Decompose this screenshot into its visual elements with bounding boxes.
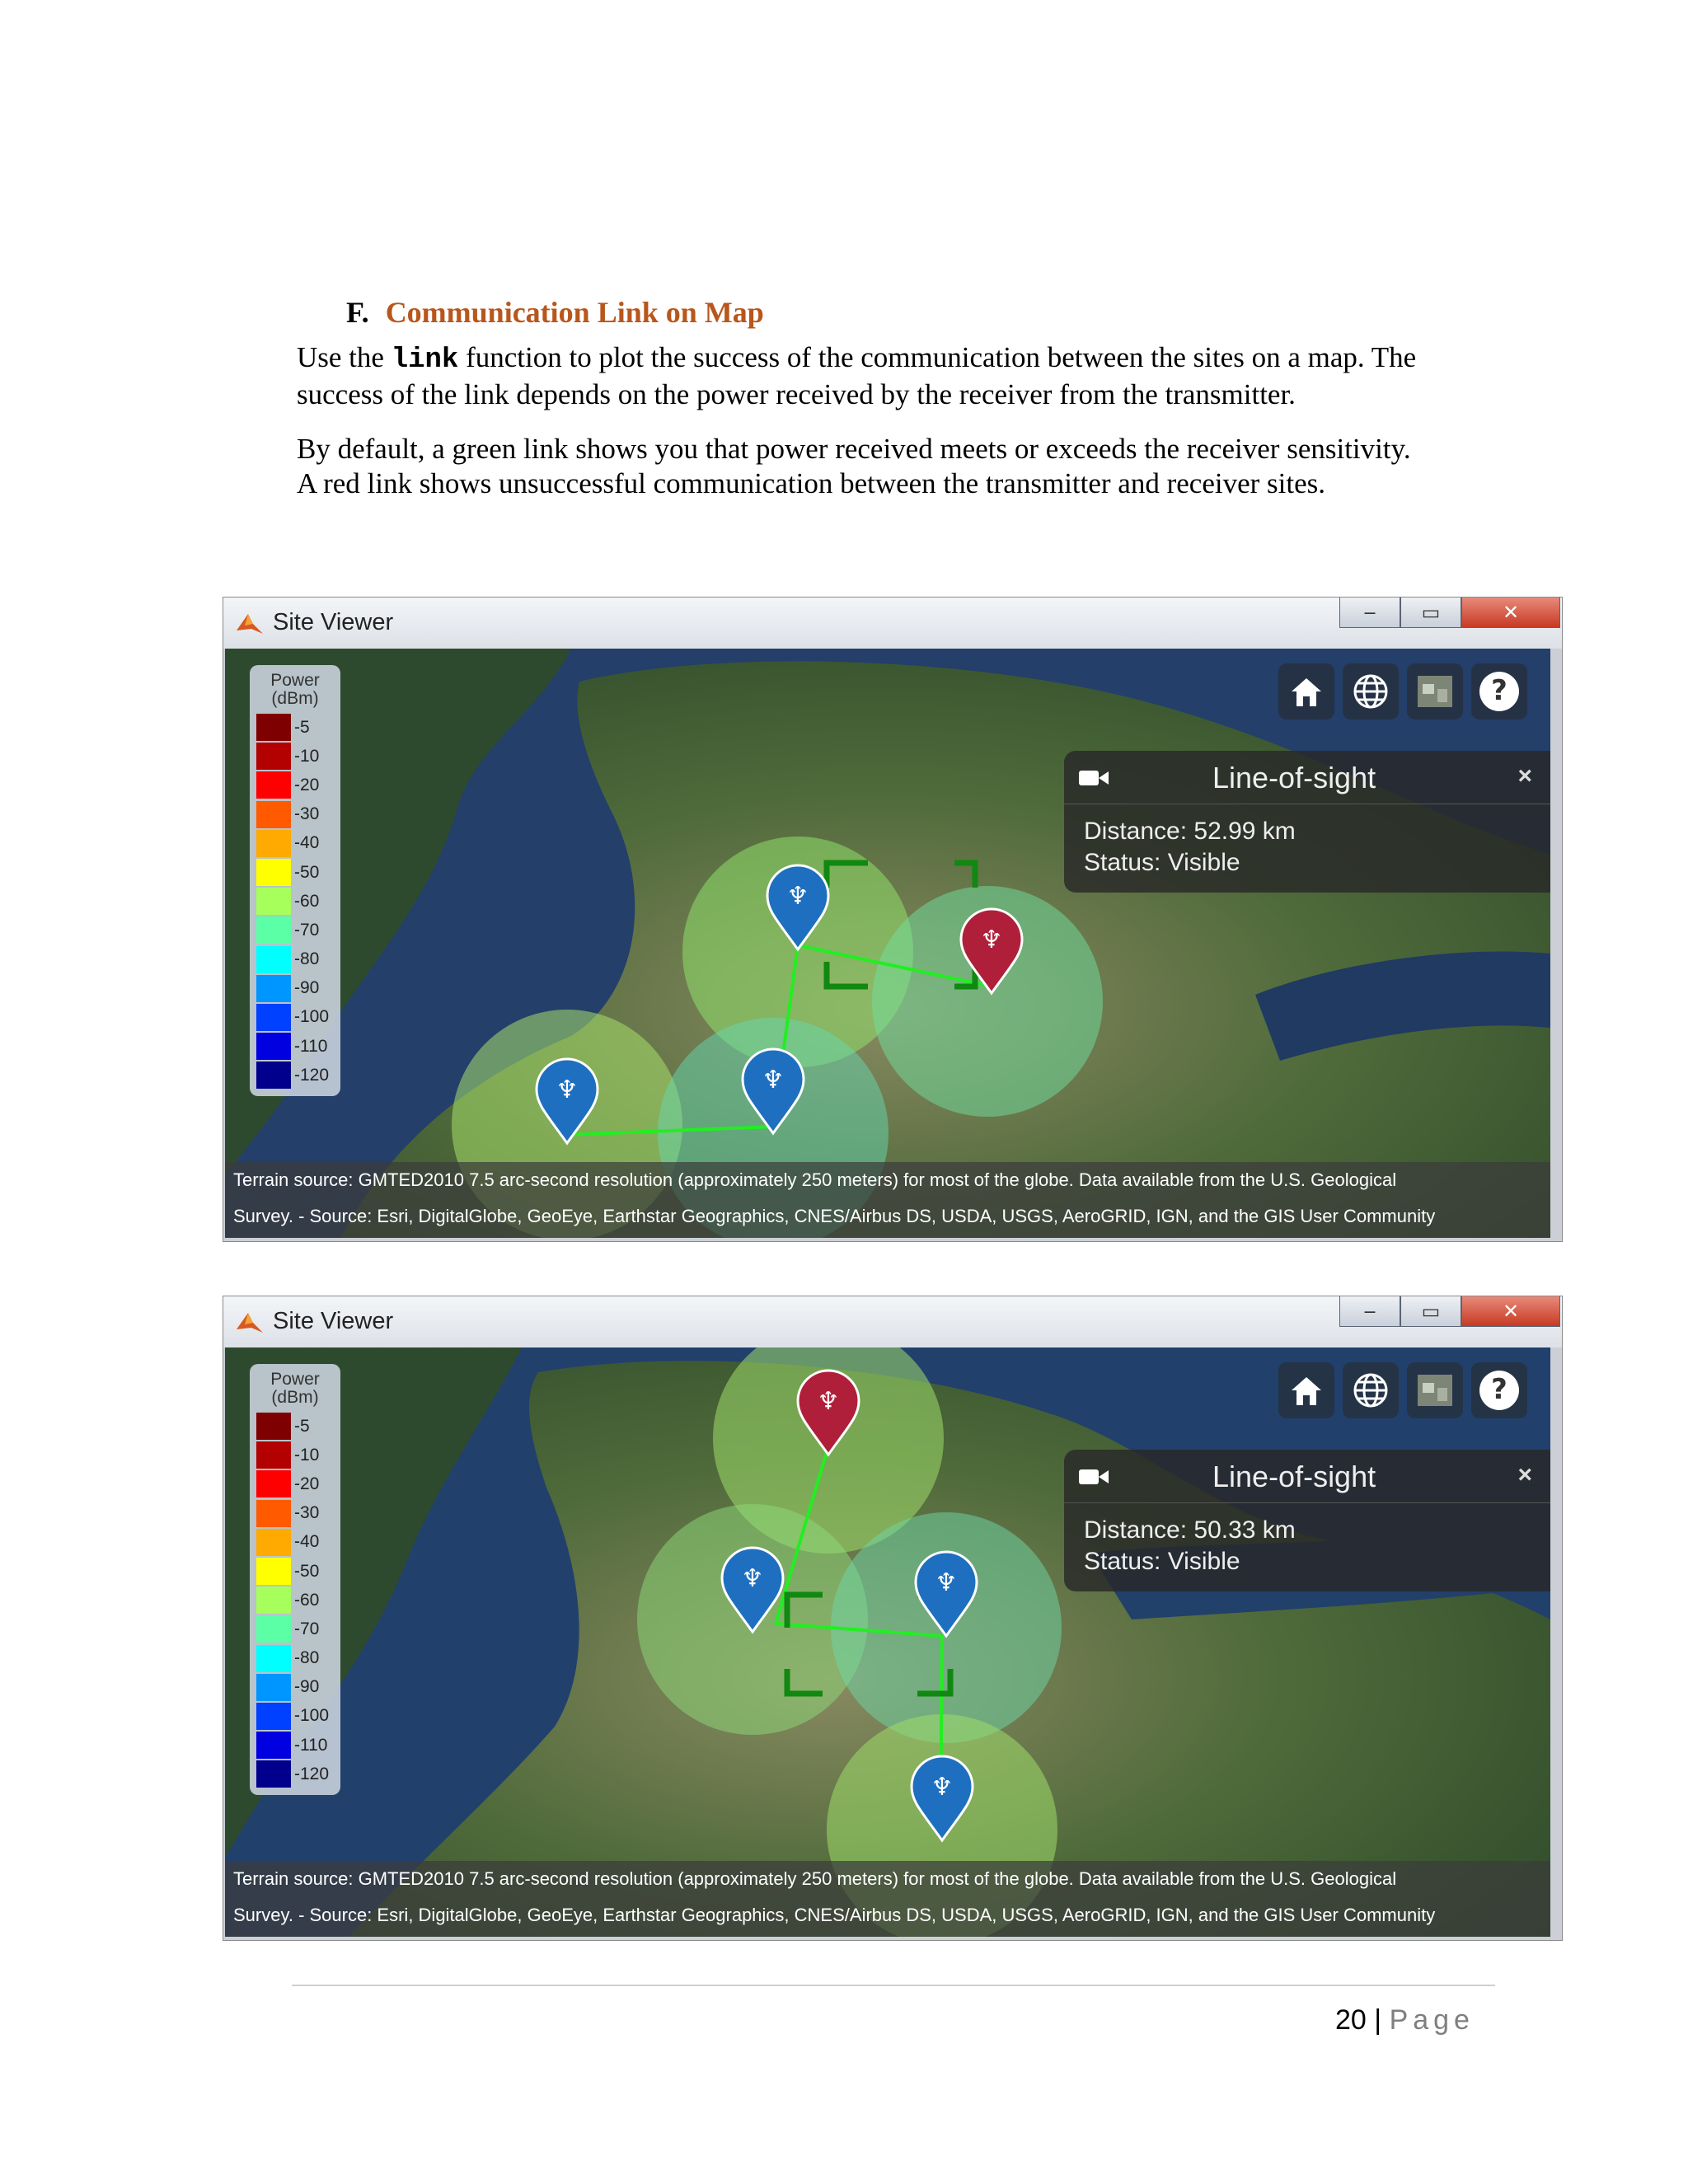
legend-value: -40 [294,1532,320,1552]
svg-text:♆: ♆ [817,1387,840,1416]
attribution-line: Survey. - Source: Esri, DigitalGlobe, GeoEye, Earthstar Geographics, CNES/Airbus DS, USDA, USGS, AeroGRID, IGN, and the GIS User Community [233,1206,1436,1226]
legend-value: -30 [294,804,320,824]
legend-rows [250,1412,340,1788]
legend-row [250,829,340,858]
legend-row [250,1644,340,1673]
legend-value: -10 [294,746,320,766]
legend-row [250,1499,340,1528]
legend-row [250,1032,340,1061]
legend-swatch [256,888,291,915]
legend-swatch [256,916,291,944]
legend-row [250,1615,340,1643]
minimize-button[interactable]: ‒ [1339,598,1400,628]
legend-row [250,1061,340,1090]
page-label: Page [1389,2004,1475,2036]
attribution-line: Survey. - Source: Esri, DigitalGlobe, GeoEye, Earthstar Geographics, CNES/Airbus DS, USDA, USGS, AeroGRID, IGN, and the GIS User Community [233,1905,1436,1925]
map-view[interactable] [225,1347,1550,1937]
attribution-bar [225,1861,1550,1937]
panel-title: Line-of-sight [1212,761,1376,794]
power-legend [250,665,340,1096]
legend-row [250,1673,340,1702]
camera-icon [1079,769,1109,787]
legend-row [250,713,340,742]
legend-row [250,800,340,829]
legend-swatch [256,1703,291,1730]
legend-title [250,1364,340,1407]
legend-value: -20 [294,775,320,794]
home-button[interactable] [1278,663,1334,719]
legend-row [250,1528,340,1557]
legend-swatch [256,975,291,1002]
legend-swatch [256,743,291,770]
panel-title: Line-of-sight [1212,1460,1376,1493]
legend-row [250,916,340,944]
legend-value: -60 [294,891,320,911]
home-icon [1288,1372,1325,1408]
legend-row [250,771,340,799]
svg-text:♆: ♆ [556,1076,579,1104]
legend-swatch [256,946,291,973]
legend-value: -40 [294,833,320,853]
panel-close-button[interactable]: × [1517,1461,1532,1488]
legend-value: -100 [294,1007,330,1027]
legend-swatch [256,1062,291,1089]
code-link: link [391,344,459,376]
legend-value: -70 [294,1619,320,1638]
legend-value: -20 [294,1474,320,1493]
basemap-icon [1414,1370,1456,1411]
panel-header [1064,751,1550,804]
legend-row [250,1557,340,1586]
legend-swatch [256,1760,291,1788]
maximize-button[interactable]: ▭ [1400,1296,1461,1327]
legend-row [250,974,340,1003]
legend-swatch [256,714,291,741]
legend-swatch [256,1500,291,1527]
home-icon [1288,673,1325,710]
legend-swatch [256,1732,291,1759]
legend-swatch [256,1645,291,1672]
power-legend [250,1364,340,1795]
legend-row [250,1441,340,1469]
legend-row [250,858,340,887]
legend-row [250,1412,340,1441]
legend-title-line: Power [270,1370,320,1389]
legend-value: -80 [294,949,320,969]
legend-value: -10 [294,1445,320,1465]
map-toolbar [1278,663,1527,719]
svg-text:♆: ♆ [931,1773,954,1802]
legend-value: -30 [294,1503,320,1523]
help-label: ? [1491,1373,1507,1406]
legend-value: -120 [294,1065,330,1085]
page-footer [1335,2004,1475,2036]
legend-value: -90 [294,978,320,998]
legend-row [250,1003,340,1032]
close-button[interactable]: ✕ [1461,1296,1560,1327]
globe-icon [1351,1371,1390,1410]
home-button[interactable] [1278,1362,1334,1418]
legend-swatch [256,1615,291,1643]
legend-swatch [256,1586,291,1614]
svg-text:♆: ♆ [786,882,809,911]
help-button[interactable] [1471,663,1527,719]
legend-value: -70 [294,920,320,940]
legend-swatch [256,1004,291,1031]
paragraph-line: A red link shows unsuccessful communication between the transmitter and receiver sites. [297,467,1325,499]
section-heading [346,295,764,330]
status-text: Status: Visible [1084,849,1240,876]
legend-swatch [256,1470,291,1497]
legend-swatch [256,1674,291,1701]
basemap-button[interactable] [1407,1362,1463,1418]
legend-value: -100 [294,1706,330,1726]
legend-row [250,1760,340,1788]
legend-value: -50 [294,862,320,882]
footer-separator: | [1366,2004,1390,2036]
legend-value: -90 [294,1677,320,1697]
globe-icon [1351,672,1390,711]
legend-row [250,1586,340,1615]
map-toolbar [1278,1362,1527,1418]
legend-swatch [256,830,291,857]
legend-swatch [256,771,291,799]
site-viewer-window [223,597,1563,1242]
panel-header [1064,1450,1550,1503]
legend-row [250,887,340,916]
window-controls [1339,1296,1560,1327]
footer-rule [292,1985,1495,1986]
basemap-button[interactable] [1407,663,1463,719]
svg-text:♆: ♆ [741,1564,764,1593]
legend-swatch [256,1413,291,1440]
distance-text: Distance: 52.99 km [1084,818,1296,845]
distance-text: Distance: 50.33 km [1084,1516,1296,1544]
help-button[interactable] [1471,1362,1527,1418]
globe-button[interactable] [1343,1362,1399,1418]
help-label: ? [1491,674,1507,707]
legend-swatch [256,1441,291,1469]
legend-value: -80 [294,1648,320,1668]
legend-title [250,665,340,708]
camera-icon [1079,1468,1109,1486]
status-text: Status: Visible [1084,1548,1240,1575]
window-titlebar[interactable] [223,1296,1562,1347]
legend-swatch [256,1558,291,1585]
window-title: Site Viewer [273,1308,394,1334]
paragraph-line [297,340,1533,377]
legend-swatch [256,1033,291,1060]
legend-value: -5 [294,1416,310,1436]
svg-text:♆: ♆ [762,1066,785,1094]
window-title: Site Viewer [273,609,394,635]
matlab-logo-icon [235,607,265,637]
text-run: function to plot the success of the communication between the sites on a map. The [458,341,1417,373]
window-titlebar[interactable] [223,598,1562,649]
legend-row [250,945,340,974]
legend-rows [250,713,340,1090]
legend-row [250,1702,340,1731]
paragraph-link-function [297,340,1533,412]
panel-close-button[interactable]: × [1517,762,1532,790]
text-run: Use the [297,341,392,373]
legend-value: -110 [294,1735,328,1755]
window-controls [1339,598,1560,628]
attribution-bar [225,1162,1550,1238]
legend-row [250,1469,340,1498]
minimize-button[interactable]: ‒ [1339,1296,1400,1327]
legend-title-line: (dBm) [271,1388,319,1407]
site-viewer-window [223,1296,1563,1941]
section-letter: F. [346,296,369,329]
attribution-line: Terrain source: GMTED2010 7.5 arc-second resolution (approximately 250 meters) for most of the globe. Data available from the U.S. Geological [233,1868,1397,1889]
svg-text:♆: ♆ [935,1568,958,1597]
legend-value: -50 [294,1561,320,1581]
section-title: Communication Link on Map [385,296,764,329]
legend-value: -110 [294,1036,328,1056]
legend-swatch [256,801,291,828]
basemap-icon [1414,671,1456,712]
paragraph-link-colors [297,432,1533,501]
line-of-sight-panel [1064,751,1550,893]
page-number: 20 [1335,2004,1367,2036]
legend-title-line: (dBm) [271,689,319,708]
globe-button[interactable] [1343,663,1399,719]
legend-title-line: Power [270,671,320,690]
legend-value: -5 [294,717,310,737]
legend-row [250,742,340,771]
legend-value: -120 [294,1764,330,1783]
paragraph-line: success of the link depends on the power received by the receiver from the transmitter. [297,378,1296,410]
panel-body [1064,1503,1550,1577]
satellite-map[interactable] [225,649,1550,1238]
matlab-logo-icon [235,1306,265,1336]
legend-swatch [256,859,291,886]
svg-text:♆: ♆ [980,926,1003,954]
panel-body [1064,804,1550,879]
maximize-button[interactable]: ▭ [1400,598,1461,628]
legend-swatch [256,1529,291,1556]
legend-row [250,1731,340,1760]
close-button[interactable]: ✕ [1461,598,1560,628]
paragraph-line: By default, a green link shows you that power received meets or exceeds the receiver sensitivity. [297,433,1411,465]
satellite-map[interactable] [225,1347,1550,1937]
line-of-sight-panel [1064,1450,1550,1591]
legend-value: -60 [294,1590,320,1610]
map-view[interactable] [225,649,1550,1238]
attribution-line: Terrain source: GMTED2010 7.5 arc-second resolution (approximately 250 meters) for most of the globe. Data available from the U.S. Geological [233,1169,1397,1190]
